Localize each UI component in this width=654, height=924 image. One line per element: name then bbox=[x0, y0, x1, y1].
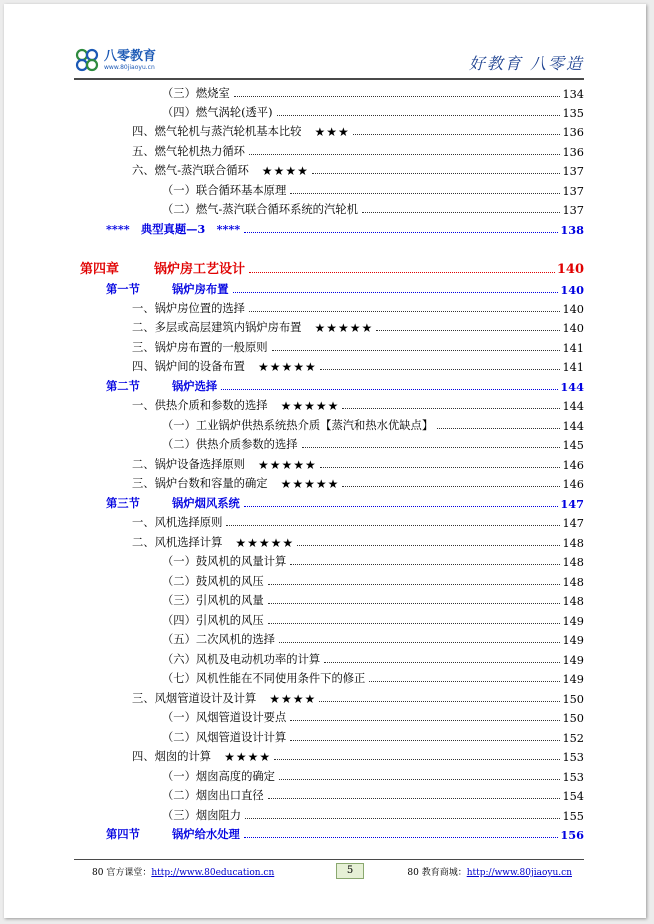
toc-page-number: 144 bbox=[560, 380, 584, 394]
toc-chapter-number: 第三节 bbox=[106, 496, 140, 510]
toc-title-text: 锅炉给水处理 bbox=[172, 827, 240, 841]
toc-title bbox=[162, 631, 276, 647]
dot-leader bbox=[233, 292, 559, 293]
toc-page-number: 137 bbox=[562, 204, 584, 217]
dot-leader bbox=[234, 96, 561, 97]
importance-stars: ★★★★★ bbox=[280, 477, 340, 491]
toc-title-text: 锅炉选择 bbox=[172, 379, 218, 393]
toc-title bbox=[162, 436, 299, 452]
toc-title-text: 一、风机选择原则 bbox=[132, 516, 223, 529]
toc-page-number: 136 bbox=[562, 126, 584, 139]
toc-page-number: 148 bbox=[562, 595, 584, 608]
dot-leader bbox=[290, 564, 560, 565]
dot-leader bbox=[342, 408, 560, 409]
toc-title bbox=[162, 768, 276, 784]
toc-chapter-number: 第一节 bbox=[106, 282, 140, 296]
toc-page-number: 140 bbox=[562, 303, 584, 316]
importance-stars: ★★★★ bbox=[269, 692, 317, 706]
toc-page-number: 135 bbox=[562, 107, 584, 120]
dot-leader bbox=[277, 115, 561, 116]
toc-entry[interactable] bbox=[162, 610, 584, 628]
toc-title-text: （二）燃气-蒸汽联合循环系统的汽轮机 bbox=[162, 203, 358, 216]
toc-title-text: （三）烟囱阻力 bbox=[162, 809, 242, 822]
toc-title bbox=[162, 182, 287, 198]
toc-entry[interactable] bbox=[162, 590, 584, 608]
importance-stars: ★★★★ bbox=[224, 750, 272, 764]
dot-leader bbox=[324, 662, 560, 663]
toc-title bbox=[162, 729, 287, 745]
dot-leader bbox=[376, 330, 560, 331]
dot-leader bbox=[268, 623, 561, 624]
toc-page-number: 146 bbox=[562, 478, 584, 491]
toc-entry[interactable] bbox=[162, 83, 584, 101]
toc-entry[interactable] bbox=[132, 121, 584, 139]
toc-page-number: 148 bbox=[562, 537, 584, 550]
dot-leader bbox=[268, 603, 561, 604]
dot-leader bbox=[279, 642, 560, 643]
header-slogan: 好教育 八零造 bbox=[468, 54, 584, 73]
toc-entry[interactable] bbox=[132, 746, 584, 764]
toc-title-text: （三）燃烧室 bbox=[162, 87, 230, 100]
toc-page-number: 149 bbox=[562, 673, 584, 686]
toc-entry[interactable] bbox=[106, 279, 584, 297]
toc-title bbox=[132, 456, 246, 472]
toc-entry[interactable] bbox=[132, 356, 584, 374]
toc-entry[interactable] bbox=[162, 571, 584, 589]
dot-leader bbox=[244, 232, 558, 233]
toc-title-text: （一）风烟管道设计要点 bbox=[162, 711, 287, 724]
dot-leader bbox=[279, 779, 560, 780]
toc-title bbox=[132, 690, 257, 706]
toc-title bbox=[162, 553, 287, 569]
toc-entry[interactable] bbox=[132, 454, 584, 472]
toc-entry[interactable] bbox=[162, 551, 584, 569]
importance-stars: ★★★★ bbox=[261, 164, 309, 178]
page-number: 5 bbox=[336, 863, 364, 879]
toc-title-text: （四）燃气涡轮(透平) bbox=[162, 106, 273, 119]
dot-leader bbox=[312, 173, 561, 174]
toc-page-number: 154 bbox=[562, 790, 584, 803]
toc-title-text: 四、燃气轮机与蒸汽轮机基本比较 bbox=[132, 125, 302, 138]
dot-leader bbox=[268, 798, 561, 799]
toc-page-number: 136 bbox=[562, 146, 584, 159]
toc-title bbox=[132, 319, 302, 335]
dot-leader bbox=[244, 837, 559, 838]
toc-entry[interactable] bbox=[106, 824, 584, 842]
importance-stars: ★★★ bbox=[314, 125, 350, 139]
toc-title-text: （一）烟囱高度的确定 bbox=[162, 770, 275, 783]
importance-stars: ★★★★★ bbox=[235, 536, 295, 550]
toc-title-text: 四、锅炉间的设备布置 bbox=[132, 360, 245, 373]
logo-url: www.80jiaoyu.cn bbox=[104, 63, 155, 71]
toc-title-text: 锅炉烟风系统 bbox=[172, 496, 240, 510]
toc-page-number: 145 bbox=[562, 439, 584, 452]
official-classroom-link[interactable]: http://www.80education.cn bbox=[151, 868, 275, 878]
toc-page-number: 134 bbox=[562, 88, 584, 101]
toc-title bbox=[132, 358, 246, 374]
page-footer bbox=[74, 863, 584, 879]
toc-page-number: 152 bbox=[562, 732, 584, 745]
toc-title-text: 一、锅炉房位置的选择 bbox=[132, 302, 245, 315]
dot-leader bbox=[272, 350, 561, 351]
toc-page-number: 141 bbox=[562, 342, 584, 355]
toc-entry[interactable] bbox=[162, 707, 584, 725]
toc-page-number: 153 bbox=[562, 751, 584, 764]
dot-leader bbox=[249, 154, 560, 155]
toc-entry[interactable] bbox=[132, 688, 584, 706]
toc-entry[interactable] bbox=[162, 102, 584, 120]
toc-entry[interactable] bbox=[132, 160, 584, 178]
toc-title-text: 锅炉房工艺设计 bbox=[154, 262, 246, 277]
toc-title bbox=[132, 162, 250, 178]
toc-entry[interactable] bbox=[106, 376, 584, 394]
toc-title bbox=[162, 573, 265, 589]
dot-leader bbox=[320, 467, 561, 468]
toc-page-number: 137 bbox=[562, 185, 584, 198]
toc-page-number: 138 bbox=[560, 223, 584, 237]
toc-chapter-number: 第四章 bbox=[80, 262, 120, 277]
toc-title bbox=[162, 201, 359, 217]
toc-entry[interactable] bbox=[132, 141, 584, 159]
toc-title bbox=[80, 258, 246, 277]
toc-title bbox=[132, 748, 212, 764]
toc-title-text: 五、燃气轮机热力循环 bbox=[132, 145, 245, 158]
toc-title bbox=[106, 378, 218, 394]
dot-leader bbox=[249, 311, 560, 312]
importance-stars: ★★★★★ bbox=[314, 321, 374, 335]
toc-title-text: 二、多层或高层建筑内锅炉房布置 bbox=[132, 321, 302, 334]
toc-entry[interactable] bbox=[162, 785, 584, 803]
toc-title bbox=[162, 612, 265, 628]
importance-stars: ★★★★★ bbox=[257, 360, 317, 374]
toc-title bbox=[132, 514, 223, 530]
toc-title bbox=[162, 807, 242, 823]
dot-leader bbox=[221, 389, 558, 390]
brand-logo bbox=[74, 47, 156, 73]
dot-leader bbox=[244, 506, 559, 507]
footer-left bbox=[92, 865, 274, 878]
footer-left-label: 80 官方课堂： bbox=[92, 868, 152, 878]
toc-entry[interactable] bbox=[132, 298, 584, 316]
toc-title-text: （七）风机性能在不同使用条件下的修正 bbox=[162, 672, 366, 685]
toc-title bbox=[106, 281, 230, 297]
toc-page-number: 144 bbox=[562, 420, 584, 433]
dot-leader bbox=[226, 525, 560, 526]
toc-entry[interactable] bbox=[162, 180, 584, 198]
store-link[interactable]: http://www.80jiaoyu.cn bbox=[466, 868, 572, 878]
toc-title-text: 三、风烟管道设计及计算 bbox=[132, 692, 257, 705]
dot-leader bbox=[319, 701, 560, 702]
dot-leader bbox=[268, 584, 561, 585]
toc-title-text: 锅炉房布置 bbox=[172, 282, 229, 296]
toc-title bbox=[162, 787, 265, 803]
toc-title bbox=[132, 534, 223, 550]
toc-title bbox=[132, 143, 246, 159]
dot-leader bbox=[362, 212, 561, 213]
toc-title bbox=[162, 651, 321, 667]
toc-title-text: 一、供热介质和参数的选择 bbox=[132, 399, 268, 412]
toc-title bbox=[106, 826, 241, 842]
dot-leader bbox=[249, 272, 555, 273]
toc-page-number: 148 bbox=[562, 556, 584, 569]
toc-entry[interactable] bbox=[162, 629, 584, 647]
toc-page-number: 141 bbox=[562, 361, 584, 374]
toc-title bbox=[162, 670, 366, 686]
dot-leader bbox=[320, 369, 561, 370]
dot-leader bbox=[290, 720, 560, 721]
toc-entry[interactable] bbox=[162, 805, 584, 823]
toc-title-text: （二）鼓风机的风压 bbox=[162, 575, 264, 588]
toc-title-text: **** 典型真题—3 **** bbox=[106, 222, 241, 236]
toc-title bbox=[162, 709, 287, 725]
toc-page-number: 147 bbox=[560, 497, 584, 511]
toc-page-number: 140 bbox=[556, 262, 584, 277]
toc-title bbox=[162, 85, 231, 101]
dot-leader bbox=[274, 759, 560, 760]
toc-page-number: 150 bbox=[562, 712, 584, 725]
toc-title bbox=[132, 300, 246, 316]
footer-divider bbox=[74, 859, 584, 860]
toc-title-text: （一）工业锅炉供热系统热介质【蒸汽和热水优缺点】 bbox=[162, 419, 434, 432]
dot-leader bbox=[297, 545, 560, 546]
toc-title-text: 三、锅炉房布置的一般原则 bbox=[132, 341, 268, 354]
toc-title bbox=[132, 397, 269, 413]
dot-leader bbox=[302, 447, 561, 448]
toc-page-number: 148 bbox=[562, 576, 584, 589]
toc-chapter-number: 第二节 bbox=[106, 379, 140, 393]
logo-icon bbox=[74, 47, 100, 73]
toc-page-number: 155 bbox=[562, 810, 584, 823]
logo-name: 八零教育 bbox=[104, 48, 157, 64]
toc-entry[interactable] bbox=[106, 493, 584, 511]
toc-entry[interactable] bbox=[132, 473, 584, 491]
toc-page-number: 146 bbox=[562, 459, 584, 472]
header-divider bbox=[74, 78, 584, 80]
dot-leader bbox=[437, 428, 560, 429]
toc-page-number: 149 bbox=[562, 615, 584, 628]
toc-title-text: （五）二次风机的选择 bbox=[162, 633, 275, 646]
toc-page-number: 150 bbox=[562, 693, 584, 706]
toc-entry[interactable] bbox=[132, 337, 584, 355]
dot-leader bbox=[369, 681, 560, 682]
toc-title bbox=[162, 592, 265, 608]
toc-entry[interactable] bbox=[132, 395, 584, 413]
toc-title-text: 六、燃气-蒸汽联合循环 bbox=[132, 164, 249, 177]
footer-right bbox=[407, 865, 572, 878]
dot-leader bbox=[245, 818, 560, 819]
toc-page-number: 156 bbox=[560, 828, 584, 842]
toc-title bbox=[162, 417, 434, 433]
toc-page-number: 140 bbox=[560, 283, 584, 297]
toc-title-text: （六）风机及电动机功率的计算 bbox=[162, 653, 321, 666]
toc-entry[interactable] bbox=[162, 766, 584, 784]
toc-title bbox=[132, 123, 302, 139]
toc-entry[interactable] bbox=[162, 434, 584, 452]
toc-page-number: 149 bbox=[562, 654, 584, 667]
dot-leader bbox=[353, 134, 561, 135]
importance-stars: ★★★★★ bbox=[257, 458, 317, 472]
toc-title bbox=[132, 339, 269, 355]
dot-leader bbox=[342, 486, 560, 487]
toc-title-text: （四）引风机的风压 bbox=[162, 614, 264, 627]
toc-title bbox=[132, 475, 269, 491]
toc-page-number: 147 bbox=[562, 517, 584, 530]
toc-page-number: 137 bbox=[562, 165, 584, 178]
footer-right-label: 80 教育商城： bbox=[407, 868, 467, 878]
toc-entry[interactable] bbox=[162, 415, 584, 433]
toc-entry[interactable] bbox=[162, 668, 584, 686]
toc-title-text: （一）联合循环基本原理 bbox=[162, 184, 287, 197]
page-header bbox=[74, 47, 584, 77]
toc-title-text: （一）鼓风机的风量计算 bbox=[162, 555, 287, 568]
toc-entry[interactable] bbox=[162, 727, 584, 745]
toc-page-number: 149 bbox=[562, 634, 584, 647]
toc-title-text: 二、风机选择计算 bbox=[132, 536, 223, 549]
toc-title-text: （二）供热介质参数的选择 bbox=[162, 438, 298, 451]
toc-title-text: 三、锅炉台数和容量的确定 bbox=[132, 477, 268, 490]
toc-chapter-number: 第四节 bbox=[106, 827, 140, 841]
toc-title-text: 四、烟囱的计算 bbox=[132, 750, 212, 763]
toc-page-number: 153 bbox=[562, 771, 584, 784]
toc-title bbox=[162, 104, 274, 120]
toc-entry[interactable] bbox=[132, 532, 584, 550]
toc-entry[interactable] bbox=[132, 317, 584, 335]
toc-entry[interactable] bbox=[162, 199, 584, 217]
toc-entry[interactable] bbox=[106, 219, 584, 237]
toc-title bbox=[106, 221, 241, 237]
importance-stars: ★★★★★ bbox=[280, 399, 340, 413]
toc-page-number: 144 bbox=[562, 400, 584, 413]
toc-title-text: （三）引风机的风量 bbox=[162, 594, 264, 607]
dot-leader bbox=[290, 740, 560, 741]
document-page bbox=[4, 4, 646, 918]
toc-title-text: （二）烟囱出口直径 bbox=[162, 789, 264, 802]
toc-title-text: 二、锅炉设备选择原则 bbox=[132, 458, 245, 471]
dot-leader bbox=[290, 193, 560, 194]
toc-entry[interactable] bbox=[162, 649, 584, 667]
toc-title-text: （二）风烟管道设计计算 bbox=[162, 731, 287, 744]
toc-page-number: 140 bbox=[562, 322, 584, 335]
toc-entry[interactable] bbox=[80, 259, 584, 277]
toc-entry[interactable] bbox=[132, 512, 584, 530]
toc-title bbox=[106, 495, 241, 511]
